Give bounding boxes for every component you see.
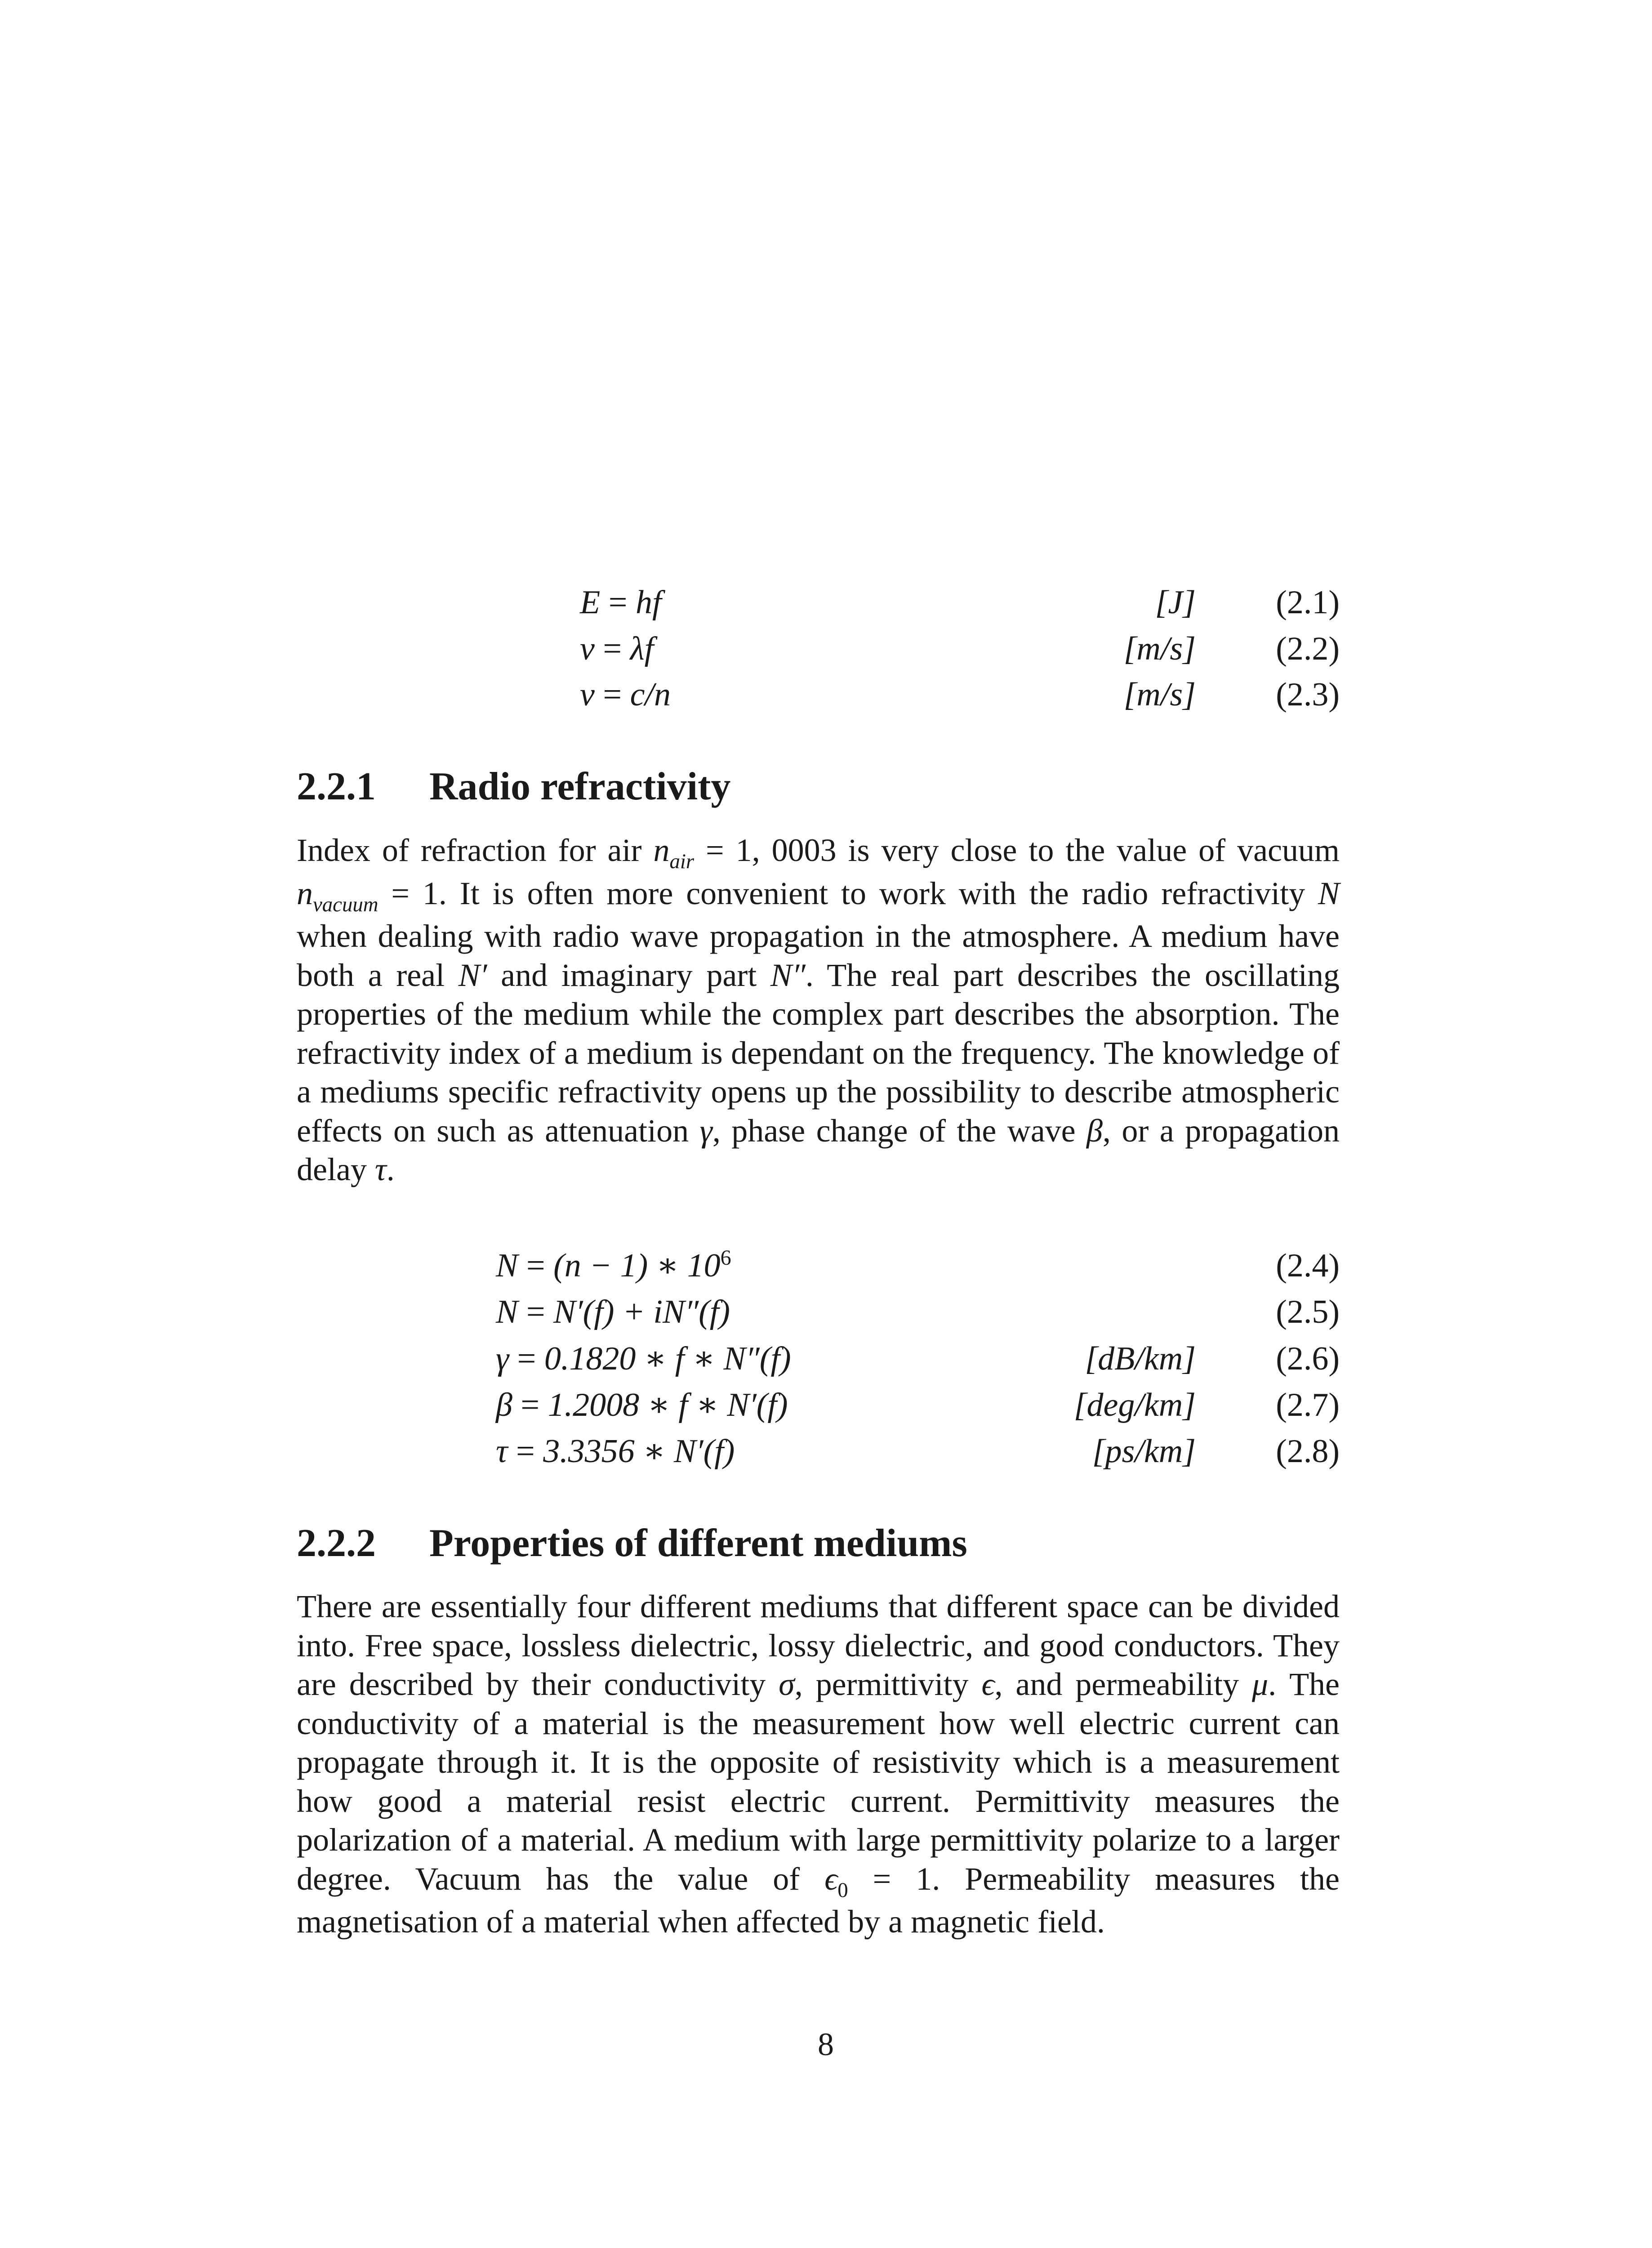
equation-2-2: v = λf [m/s] (2.2) <box>580 626 1340 671</box>
equation-2-6: γ = 0.1820 ∗ f ∗ N″(f) [dB/km] (2.6) <box>496 1336 1340 1381</box>
equation-2-1: E = hf [J] (2.1) <box>580 580 1340 625</box>
section-number: 2.2.1 <box>297 765 376 808</box>
paragraph-radio-refractivity: Index of refraction for air $n_{air} = 1$, 0003 is very close to the value of vacuum $n_{vacuum} = 1$. It is often more convenient to work with the radio refractivity N when dealing with radio wave propagation in the atmosphere. A medium have both a real N′ and imaginary part N″. The real part describes the oscillating properties of the medium while the complex part describes the absorption. The refractivity index of a medium is dependant on the frequency. The knowledge of a mediums specific refractivity opens up the possibility to describe atmospheric effects on such as attenuation γ, phase change of the wave β, or a propagation delay τ. <box>297 832 1340 1187</box>
equation-rhs: N′(f) + iN″(f) <box>553 1293 730 1330</box>
equation-lhs: β <box>496 1387 512 1423</box>
equation-number: (2.8) <box>1276 1433 1340 1470</box>
equation-unit: [deg/km] <box>1073 1387 1196 1423</box>
equation-rhs: 0.1820 ∗ f ∗ N″(f) <box>544 1340 791 1377</box>
equation-2-4: N = (n − 1) ∗ $10^6$ (2.4) <box>496 1243 1340 1288</box>
equation-2-7: β = 1.2008 ∗ f ∗ N′(f) [deg/km] (2.7) <box>496 1383 1340 1427</box>
equation-rhs: 1.2008 ∗ f ∗ N′(f) <box>548 1387 788 1423</box>
equation-rhs: 3.3356 ∗ N′(f) <box>543 1433 735 1470</box>
equation-number: (2.1) <box>1276 584 1340 621</box>
equation-number: (2.5) <box>1276 1293 1340 1330</box>
equation-lhs: N <box>496 1293 518 1330</box>
equation-rhs: c/n <box>630 676 671 713</box>
equation-number: (2.2) <box>1276 630 1340 667</box>
equation-number: (2.7) <box>1276 1387 1340 1423</box>
equation-lhs: τ <box>496 1433 508 1470</box>
equation-unit: [dB/km] <box>1085 1340 1196 1377</box>
equation-number: (2.4) <box>1276 1247 1340 1284</box>
paragraph-properties-mediums: There are essentially four different mediums that different space can be divided into. Free space, lossless dielectric, lossy dielectric, and good conductors. They are described by their conductivity σ, permittivity ϵ, and permeability μ. The conductivity of a material is the measurement how well electric current can propagate through it. It is the opposite of resistivity which is a measurement how good a material resist electric current. Permittivity measures the polarization of a material. A medium with large permittivity polarize to a larger degree. Vacuum has the value of $\epsilon_0 = 1$. Permeability measures the magnetisation of a material when affected by a magnetic field. <box>297 1588 1340 1940</box>
equation-lhs: γ <box>496 1340 509 1377</box>
equation-lhs: N <box>496 1247 518 1284</box>
section-title: Properties of different mediums <box>429 1521 967 1565</box>
section-heading-2-2-1 <box>297 762 1340 812</box>
equation-2-8: τ = 3.3356 ∗ N′(f) [ps/km] (2.8) <box>496 1429 1340 1474</box>
equation-exponent: 6 <box>720 1245 731 1270</box>
equation-lhs: v <box>580 630 595 667</box>
equation-number: (2.3) <box>1276 676 1340 713</box>
page-number: 8 <box>818 2026 834 2062</box>
equation-unit: [J] <box>1155 584 1196 621</box>
equation-number: (2.6) <box>1276 1340 1340 1377</box>
equation-rhs: (n − 1) ∗ 10 <box>553 1247 721 1284</box>
equation-2-3: v = c/n [m/s] (2.3) <box>580 672 1340 717</box>
equation-unit: [m/s] <box>1123 630 1196 667</box>
equation-lhs: E <box>580 584 601 621</box>
equation-2-5: N = N′(f) + iN″(f) (2.5) <box>496 1289 1340 1334</box>
equation-rhs: λf <box>630 630 654 667</box>
section-title: Radio refractivity <box>429 765 731 808</box>
equation-unit: [ps/km] <box>1092 1433 1196 1470</box>
equation-lhs: v <box>580 676 595 713</box>
equation-rhs: hf <box>635 584 662 621</box>
equation-unit: [m/s] <box>1123 676 1196 713</box>
section-heading-2-2-2 <box>297 1519 1340 1568</box>
section-number: 2.2.2 <box>297 1521 376 1565</box>
